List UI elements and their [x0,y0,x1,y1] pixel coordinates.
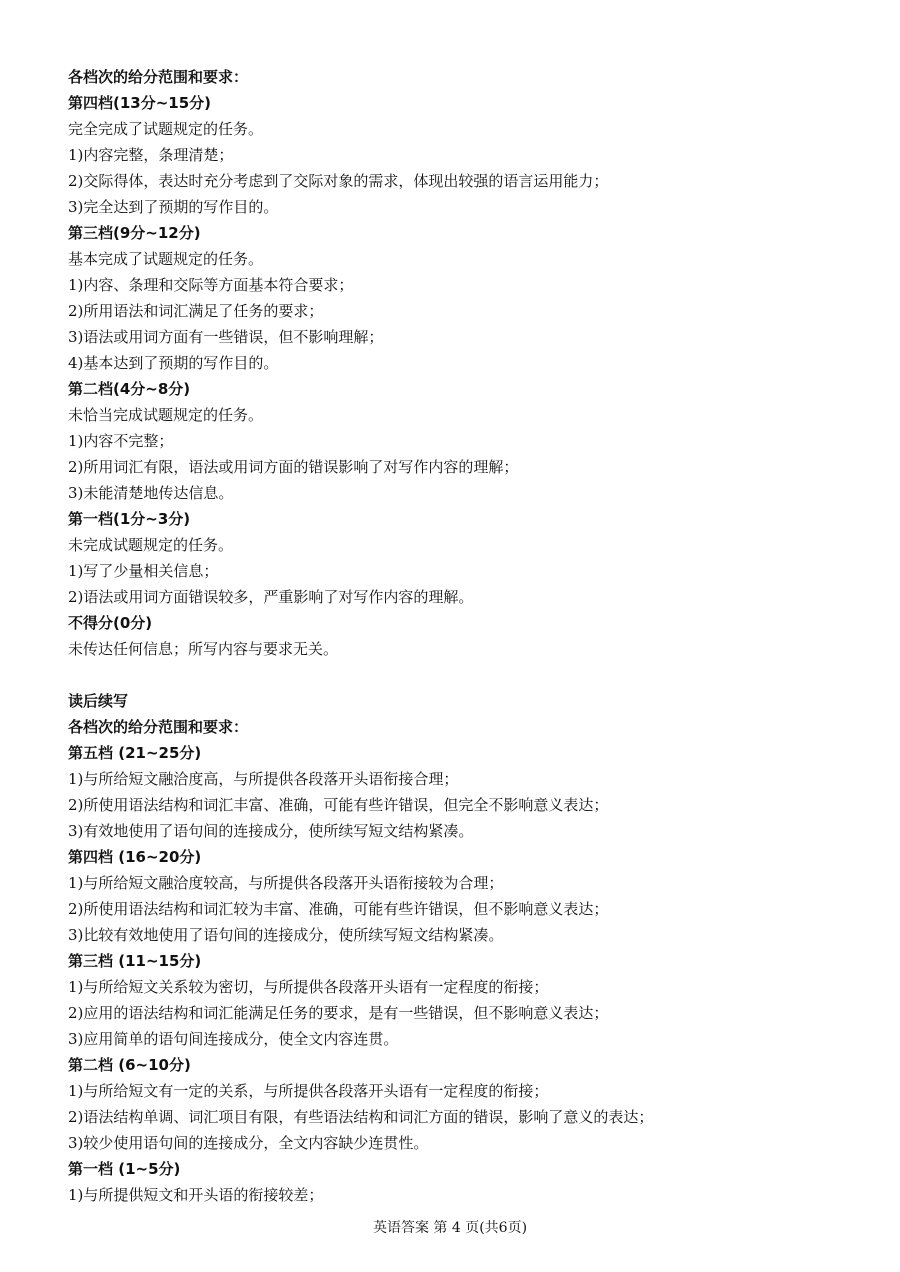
band-line: 1)与所给短文有一定的关系，与所提供各段落开头语有一定程度的衔接； [68,1082,549,1100]
answer-key-content [68,64,868,1208]
band-heading: 第三档 (11~15分) [68,952,202,970]
band-heading: 第四档(13分~15分) [68,94,212,112]
band-line: 2)应用的语法结构和词汇能满足任务的要求，是有一些错误，但不影响意义表达； [68,1004,609,1022]
band-line: 4)基本达到了预期的写作目的。 [68,354,279,372]
band-line: 3)比较有效地使用了语句间的连接成分，使所续写短文结构紧凑。 [68,926,504,944]
band-line: 未完成试题规定的任务。 [68,536,234,554]
band-line: 3)应用简单的语句间连接成分，使全文内容连贯。 [68,1030,399,1048]
band-line: 2)所用语法和词汇满足了任务的要求； [68,302,324,320]
band-line: 2)语法或用词方面错误较多，严重影响了对写作内容的理解。 [68,588,474,606]
band-heading: 第一档(1分~3分) [68,510,191,528]
band-line: 未恰当完成试题规定的任务。 [68,406,264,424]
band-line: 3)较少使用语句间的连接成分，全文内容缺少连贯性。 [68,1134,429,1152]
scoring-criteria-title: 各档次的给分范围和要求： [68,718,249,736]
band-line: 1)与所给短文关系较为密切，与所提供各段落开头语有一定程度的衔接； [68,978,549,996]
section-title: 读后续写 [68,692,129,710]
band-line: 未传达任何信息；所写内容与要求无关。 [68,640,339,658]
band-line: 2)所用词汇有限，语法或用词方面的错误影响了对写作内容的理解； [68,458,519,476]
band-line: 1)内容完整，条理清楚； [68,146,234,164]
band-heading: 第二档 (6~10分) [68,1056,191,1074]
band-line: 1)与所提供短文和开头语的衔接较差； [68,1186,324,1204]
band-line: 1)写了少量相关信息； [68,562,219,580]
section-gap [68,662,868,688]
band-line: 2)交际得体，表达时充分考虑到了交际对象的需求，体现出较强的语言运用能力； [68,172,609,190]
band-line: 2)语法结构单调、词汇项目有限，有些语法结构和词汇方面的错误，影响了意义的表达； [68,1108,654,1126]
band-line: 2)所使用语法结构和词汇丰富、准确，可能有些许错误，但完全不影响意义表达； [68,796,609,814]
band-line: 完全完成了试题规定的任务。 [68,120,264,138]
band-line: 1)内容、条理和交际等方面基本符合要求； [68,276,354,294]
band-line: 3)未能清楚地传达信息。 [68,484,234,502]
band-heading: 第二档(4分~8分) [68,380,191,398]
band-line: 2)所使用语法结构和词汇较为丰富、准确，可能有些许错误，但不影响意义表达； [68,900,609,918]
band-heading: 第三档(9分~12分) [68,224,201,242]
band-heading: 第一档 (1~5分) [68,1160,181,1178]
band-line: 1)与所给短文融洽度较高，与所提供各段落开头语衔接较为合理； [68,874,504,892]
band-line: 3)语法或用词方面有一些错误，但不影响理解； [68,328,384,346]
band-heading: 第四档 (16~20分) [68,848,202,866]
band-heading: 第五档 (21~25分) [68,744,202,762]
band-heading: 不得分(0分) [68,614,153,632]
band-line: 1)与所给短文融洽度高，与所提供各段落开头语衔接合理； [68,770,459,788]
band-line: 3)有效地使用了语句间的连接成分，使所续写短文结构紧凑。 [68,822,474,840]
scoring-criteria-title: 各档次的给分范围和要求： [68,68,249,86]
band-line: 3)完全达到了预期的写作目的。 [68,198,279,216]
page-footer: 英语答案 第 4 页(共6页) [372,1220,528,1236]
band-line: 1)内容不完整； [68,432,174,450]
band-line: 基本完成了试题规定的任务。 [68,250,264,268]
